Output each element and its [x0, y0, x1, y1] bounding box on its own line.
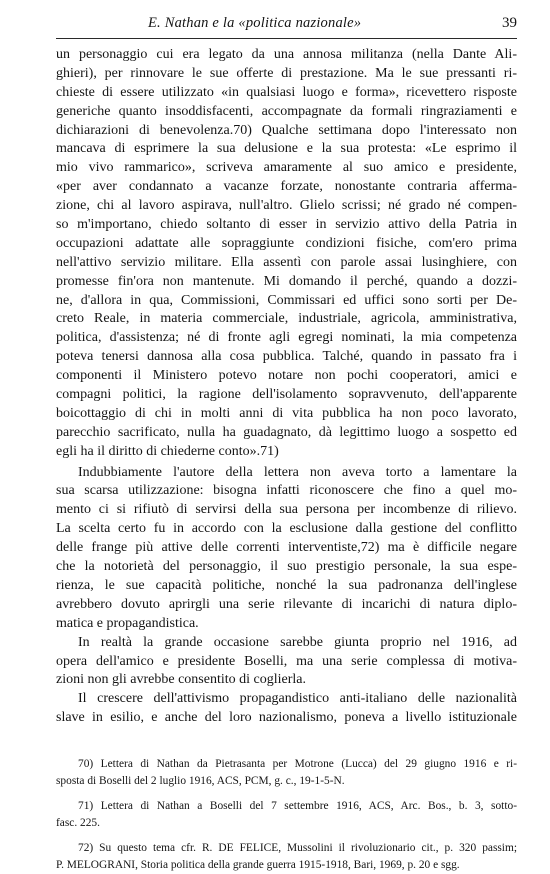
text-line: dichiarazioni di benevolenza.70) Qualche settimana dopo l'interessato non: [56, 122, 517, 138]
header-rule: [56, 38, 517, 39]
text-line: zioni non gli avrebbe consentito di coglierla.: [56, 672, 306, 688]
paragraph-2: [56, 464, 517, 634]
footnote-line: sposta di Boselli del 2 luglio 1916, ACS, PCM, g. c., 19-1-5-N.: [56, 775, 345, 788]
footnote-line: fasc. 225.: [56, 817, 100, 830]
text-line: compagni politici, la ragione dell'isolamento sopravvenuto, dell'apparente: [56, 387, 517, 403]
text-line: mento ci si rifiutò di servirsi della sua persona per incombenze di rilievo.: [56, 502, 517, 518]
text-line: occupazioni adattate alle sopraggiunte condizioni fisiche, com'ero prima: [56, 235, 517, 251]
footnote-line: P. MELOGRANI, Storia politica della grande guerra 1915-1918, Bari, 1969, p. 20 e sgg.: [56, 859, 460, 872]
paragraph-4: [56, 690, 517, 728]
text-line: avrebbero dovuto aprirgli una serie rilevante di incarichi di natura diplo-: [56, 596, 517, 612]
text-line: opera dell'amico e presidente Boselli, ma una serie complessa di motiva-: [56, 653, 517, 669]
footnote-line: 70) Lettera di Nathan da Pietrasanta per Motrone (Lucca) del 29 giugno 1916 e ri-: [78, 758, 517, 771]
page-header: [56, 14, 517, 36]
paragraph-3: [56, 634, 517, 691]
text-line: parecchio sacrificato, nulla ha guadagnato, dà legittimo luogo a sospetto ed: [56, 424, 517, 440]
text-line: zione, chi al lavoro aspirava, null'altro. Glielo scrissi; né grado né compen-: [56, 198, 517, 214]
footnote-72: [56, 840, 517, 874]
text-line: generiche quanto insoddisfacenti, accompagnate da formali ringraziamenti e: [56, 103, 517, 119]
text-line: boicottaggio di chi in molti anni di vita pubblica ha non poco lavorato,: [56, 405, 517, 421]
text-line: nell'attivo servizio militare. Ella assentì con parole assai lusinghiere, con: [56, 254, 517, 270]
text-line: poteva tenersi dannosa alla cosa pubblica. Talché, quando in passato fra i: [56, 349, 517, 365]
text-line: «per aver condannato a vacanze forzate, nonostante contraria afferma-: [56, 179, 517, 195]
text-line: promesse fin'ora non mantenute. Mi domando il perché, quando a dozzi-: [56, 273, 517, 289]
footnote-line: 71) Lettera di Nathan a Boselli del 7 settembre 1916, ACS, Arc. Bos., b. 3, sotto-: [78, 800, 517, 813]
text-line: slave in esilio, e anche del loro nazionalismo, poneva a livello istituzionale: [56, 710, 517, 726]
text-line: Il crescere dell'attivismo propagandistico anti-italiano delle nazionalità: [78, 691, 517, 707]
text-line: mio vivo rammarico», scriveva amaramente al suo amico e presidente,: [56, 160, 517, 176]
text-line: egli ha il diritto di chiederne conto».71): [56, 443, 279, 459]
text-line: In realtà la grande occasione sarebbe giunta proprio nel 1916, ad: [78, 634, 517, 650]
text-line: sua scarsa utilizzazione: bisogna infatti riconoscere che fino a quel mo-: [56, 483, 517, 499]
running-head: E. Nathan e la «politica nazionale»: [148, 15, 362, 31]
text-line: ghieri), per rinnovare le sue offerte di prestazione. Ma le sue pressanti ri-: [56, 65, 517, 81]
text-line: Indubbiamente l'autore della lettera non aveva torto a lamentare la: [78, 464, 517, 480]
text-line: un personaggio cui era legato da una annosa militanza (nella Dante Ali-: [56, 47, 517, 62]
text-line: matica e propagandistica.: [56, 615, 199, 631]
body-text: [56, 46, 517, 874]
text-line: chieste di essere utilizzato «in qualsiasi luogo e forma», ricevettero risposte: [56, 84, 517, 100]
text-line: creto Reale, in materia commerciale, industriale, agricola, amministrativa,: [56, 311, 517, 327]
text-line: rienza, le sue capacità politiche, nonché la sua padronanza dell'inglese: [56, 577, 517, 593]
footnote-line: 72) Su questo tema cfr. R. DE FELICE, Mussolini il rivoluzionario cit., p. 320 passim;: [78, 842, 517, 855]
text-line: La scelta certo fu in accordo con la esclusione dalla gestione del conflitto: [56, 521, 517, 537]
footnotes: [56, 756, 517, 874]
footnote-71: [56, 798, 517, 832]
text-line: mancava di esprimere la sua delusione e la sua protesta: «Le esprimo il: [56, 141, 517, 157]
text-line: politica, d'assistenza; né di fronte agli egregi nominati, la mia competenza: [56, 330, 517, 346]
text-line: ne, d'allora in qua, Commissioni, Commissari ed uffici sono sorti per De-: [56, 292, 517, 308]
paragraph-1: [56, 46, 517, 462]
text-line: delle frange più attive delle correnti interventiste,72) ma è difficile negare: [56, 540, 517, 556]
footnote-70: [56, 756, 517, 790]
text-line: componenti il Ministero potevo notare non pochi cooperatori, amici e: [56, 368, 517, 384]
page-number: 39: [502, 15, 517, 31]
text-line: che la notorietà del personaggio, il suo prestigio personale, la sua espe-: [56, 559, 517, 575]
text-line: so m'importano, chiedo soltanto di esser in servizio attivo della Patria in: [56, 217, 517, 233]
